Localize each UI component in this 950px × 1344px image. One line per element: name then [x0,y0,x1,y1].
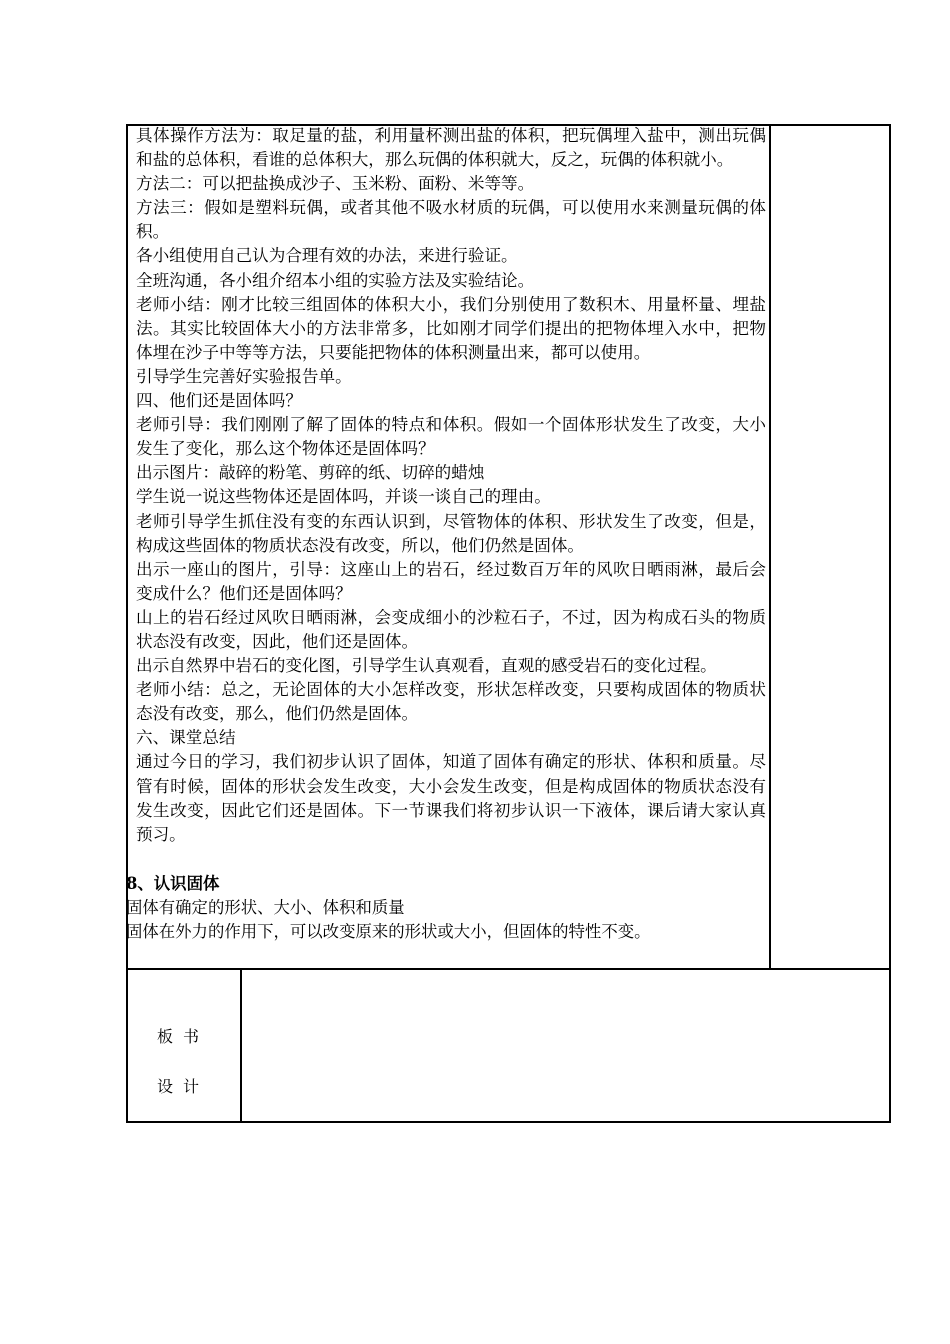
paragraph: 全班沟通，各小组介绍本小组的实验方法及实验结论。 [136,270,535,290]
board-label-divider [240,968,242,1123]
section-heading: 四、他们还是固体吗？ [136,391,302,411]
table-column-divider [769,124,771,970]
lesson-body [136,124,766,847]
section-heading: 六、课堂总结 [136,728,236,748]
paragraph: 方法三：假如是塑料玩偶，或者其他不吸水材质的玩偶，可以使用水来测量玩偶的体积。 [136,198,766,242]
board-design-label [126,970,240,1123]
board-line: 固体在外力的作用下，可以改变原来的形状或大小，但固体的特性不变。 [126,922,651,941]
paragraph: 山上的岩石经过风吹日晒雨淋，会变成细小的沙粒石子，不过，因为构成石头的物质状态没有改变，因此，他们还是固体。 [136,607,766,651]
lesson-table [126,124,891,1123]
paragraph: 通过今日的学习，我们初步认识了固体，知道了固体有确定的形状、体积和质量。尽管有时候，固体的形状会发生改变，大小会发生改变，但是构成固体的物质状态没有发生改变，因此它们还是固体。下一节课我们将初步认识一下液体，课后请大家认真预习。 [136,752,766,844]
paragraph: 具体操作方法为：取足量的盐，利用量杯测出盐的体积，把玩偶埋入盐中，测出玩偶和盐的总体积，看谁的总体积大，那么玩偶的体积就大，反之，玩偶的体积就小。 [136,126,766,170]
paragraph: 老师小结：总之，无论固体的大小怎样改变，形状怎样改变，只要构成固体的物质状态没有改变，那么，他们仍然是固体。 [136,680,766,724]
paragraph: 学生说一说这些物体还是固体吗，并谈一谈自己的理由。 [136,487,551,507]
paragraph: 出示一座山的图片，引导：这座山上的岩石，经过数百万年的风吹日晒雨淋，最后会变成什么？他们还是固体吗？ [136,559,766,603]
paragraph: 引导学生完善好实验报告单。 [136,366,352,386]
paragraph: 出示自然界中岩石的变化图，引导学生认真观看，直观的感受岩石的变化过程。 [136,656,717,676]
board-label-line2: 设计 [156,1077,209,1096]
board-design-content [126,846,756,944]
paragraph: 老师引导学生抓住没有变的东西认识到，尽管物体的体积、形状发生了改变，但是，构成这些固体的物质状态没有改变，所以，他们仍然是固体。 [136,511,766,555]
board-line: 固体有确定的形状、大小、体积和质量 [126,898,405,917]
paragraph: 出示图片：敲碎的粉笔、剪碎的纸、切碎的蜡烛 [136,463,485,483]
board-title: 8、认识固体 [126,874,220,893]
paragraph: 各小组使用自己认为合理有效的办法，来进行验证。 [136,246,518,266]
paragraph: 老师小结：刚才比较三组固体的体积大小，我们分别使用了数积木、用量杯量、埋盐法。其实比较固体大小的方法非常多，比如刚才同学们提出的把物体埋入水中，把物体埋在沙子中等等方法，只要能把物体的体积测量出来，都可以使用。 [136,294,766,362]
paragraph: 方法二：可以把盐换成沙子、玉米粉、面粉、米等等。 [136,174,535,194]
paragraph: 老师引导：我们刚刚了解了固体的特点和体积。假如一个固体形状发生了改变，大小发生了变化，那么这个物体还是固体吗？ [136,415,766,459]
board-label-line1: 板书 [156,1027,209,1046]
